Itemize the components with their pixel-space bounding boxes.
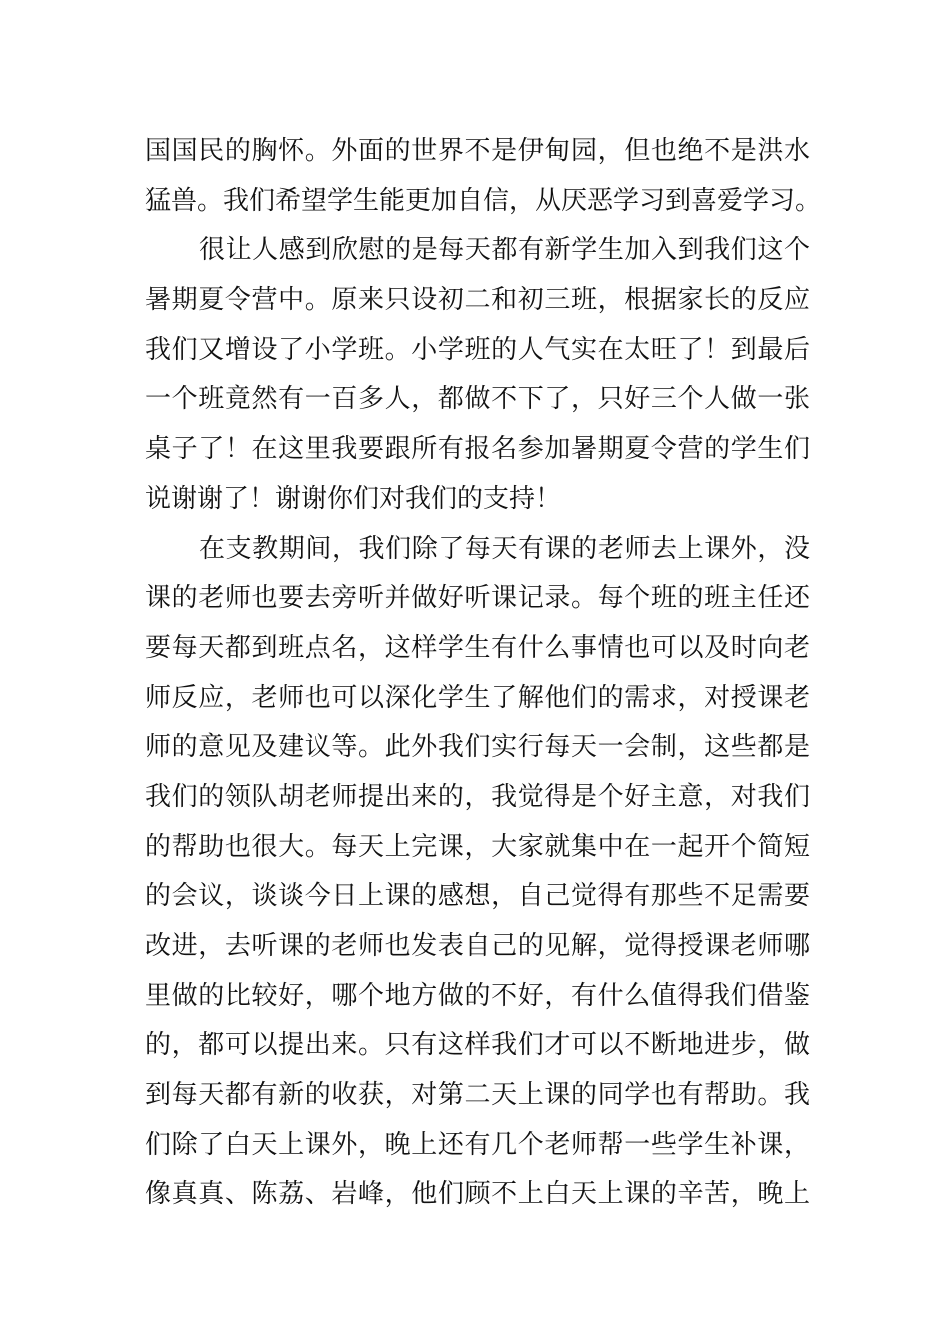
text-line: 师的意见及建议等。此外我们实行每天一会制，这些都是 — [145, 732, 810, 763]
text-line: 我们又增设了小学班。小学班的人气实在太旺了！到最后 — [145, 334, 810, 365]
text-line: 们除了白天上课外，晚上还有几个老师帮一些学生补课， — [145, 1129, 810, 1160]
text-line: 要每天都到班点名，这样学生有什么事情也可以及时向老 — [145, 632, 810, 663]
text-line: 一个班竟然有一百多人，都做不下了，只好三个人做一张 — [145, 384, 810, 415]
text-line: 师反应，老师也可以深化学生了解他们的需求，对授课老 — [145, 682, 810, 713]
text-line: 我们的领队胡老师提出来的，我觉得是个好主意，对我们 — [145, 781, 810, 812]
text-line: 桌子了！在这里我要跟所有报名参加暑期夏令营的学生们 — [145, 434, 810, 465]
text-line: 课的老师也要去旁听并做好听课记录。每个班的班主任还 — [145, 583, 810, 614]
text-line: 国国民的胸怀。外面的世界不是伊甸园，但也绝不是洪水 — [145, 136, 810, 166]
text-line: 到每天都有新的收获，对第二天上课的同学也有帮助。我 — [145, 1080, 810, 1111]
text-line: 猛兽。我们希望学生能更加自信，从厌恶学习到喜爱学习。 — [145, 185, 822, 216]
body-text — [145, 127, 822, 1220]
paragraph-last-line: 说谢谢了！谢谢你们对我们的支持！ — [145, 483, 562, 514]
paragraph-first-line: 在支教期间，我们除了每天有课的老师去上课外，没 — [199, 533, 810, 564]
text-line: 的会议，谈谈今日上课的感想，自己觉得有那些不足需要 — [145, 881, 810, 912]
text-line: 的帮助也很大。每天上完课，大家就集中在一起开个简短 — [145, 831, 810, 862]
paragraph-first-line: 很让人感到欣慰的是每天都有新学生加入到我们这个 — [199, 235, 810, 266]
text-line: 的，都可以提出来。只有这样我们才可以不断地进步，做 — [145, 1030, 810, 1061]
text-line: 暑期夏令营中。原来只设初二和初三班，根据家长的反应 — [145, 285, 810, 316]
text-line: 像真真、陈荔、岩峰，他们顾不上白天上课的辛苦，晚上 — [145, 1179, 810, 1210]
text-line: 里做的比较好，哪个地方做的不好，有什么值得我们借鉴 — [145, 980, 810, 1011]
text-line: 改进，去听课的老师也发表自己的见解，觉得授课老师哪 — [145, 931, 810, 961]
